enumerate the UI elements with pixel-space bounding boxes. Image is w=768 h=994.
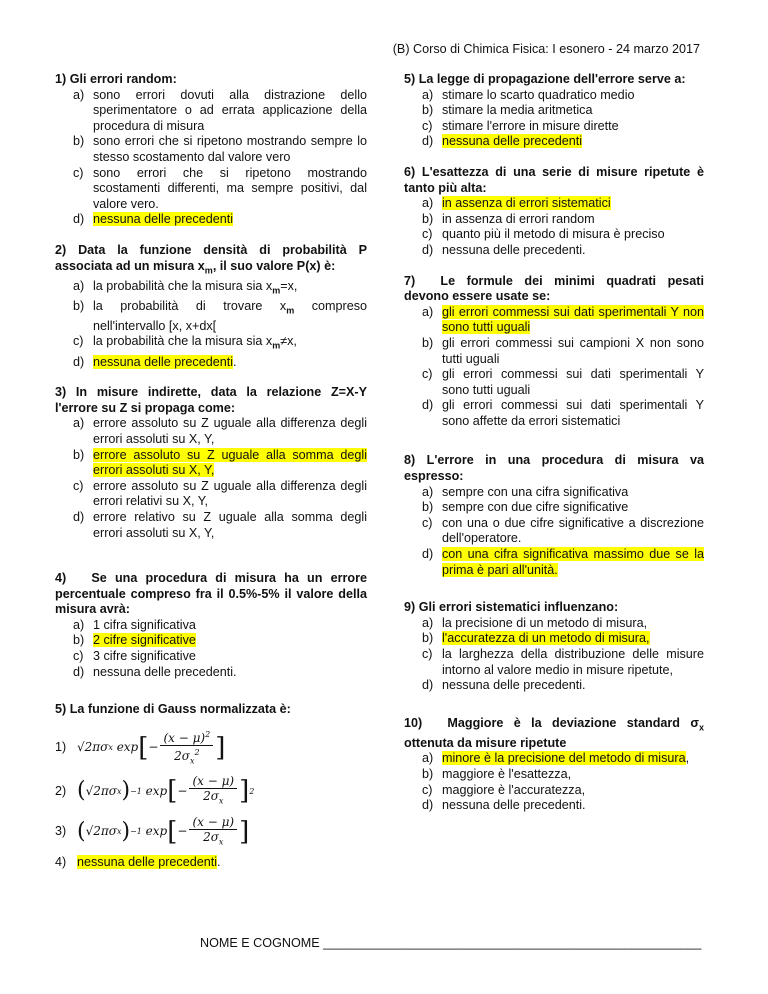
option-a: a) la probabilità che la misura sia $x_m=x$,	[73, 278, 298, 296]
option-b: b) sono errori che si ripetono mostrando sempre lo stesso scostamento dal valore vero	[73, 134, 367, 164]
option-a: a) 1 cifra significativa	[73, 617, 196, 632]
question-title: 6) L'esattezza di una serie di misure ripetute è tanto più alta:	[404, 164, 704, 195]
highlighted-answer: in assenza di errori sistematici	[442, 196, 611, 211]
option-a: a) gli errori commessi sui dati sperimentali Y non sono tutti uguali	[422, 304, 704, 335]
question-title: 7) Le formule dei minimi quadrati pesati devono essere usate se:	[404, 273, 704, 304]
option-a: a) sono errori dovuti alla distrazione dello sperimentatore o ad errata applicazione della procedura di misura	[73, 87, 367, 133]
option-a: a) minore è la precisione del metodo di misura,	[422, 751, 690, 766]
left-column	[55, 72, 367, 886]
option-b: b) in assenza di errori random	[422, 211, 595, 226]
option-d: d) gli errori commessi sui dati sperimentali Y sono affette da errori sistematici	[422, 398, 704, 428]
highlighted-answer: nessuna delle precedenti	[77, 855, 218, 870]
name-field-line: NOME E COGNOME ______________________________________________________	[200, 936, 702, 950]
question-title: 3) In misure indirette, data la relazione Z=X-Y l'errore su Z si propaga come:	[55, 385, 367, 415]
question-3	[55, 385, 367, 541]
option-d: d) nessuna delle precedenti.	[73, 354, 237, 369]
option-b: b) la probabilità di trovare $x_m$ compreso nell'intervallo [x, x+dx[	[73, 298, 368, 333]
page-header: (B) Corso di Chimica Fisica: I esonero - 24 marzo 2017	[392, 42, 700, 56]
option-c: c) stimare l'errore in misure dirette	[422, 118, 619, 133]
highlighted-answer: minore è la precisione del metodo di misura	[442, 751, 686, 766]
question-title: 9) Gli errori sistematici influenzano:	[404, 600, 619, 615]
formula-4: 4) nessuna delle precedenti.	[55, 855, 221, 870]
option-d: d) nessuna delle precedenti.	[422, 798, 586, 813]
option-b: b) 2 cifre significative	[73, 633, 196, 648]
option-c: c) la larghezza della distribuzione delle misure intorno al valore medio in misure ripetute,	[422, 647, 704, 677]
highlighted-answer: con una cifra significativa massimo due se la prima è pari all'unità.	[442, 547, 704, 577]
question-title: 1) Gli errori random:	[55, 72, 177, 86]
highlighted-answer: nessuna delle precedenti	[93, 354, 234, 369]
option-c: c) maggiore è l'accuratezza,	[422, 782, 586, 797]
option-c: c) gli errori commessi sui dati sperimentali Y sono tutti uguali	[422, 367, 704, 397]
option-a: a) errore assoluto su Z uguale alla differenza degli errori assoluti su X, Y,	[73, 416, 367, 446]
formula-3: 3) ( √2πσ x ) −1 exp [ − $\frac{(x - \mu)}{2\sigma_x}$ ]	[55, 815, 367, 849]
option-b: b) gli errori commessi sui campioni X non sono tutti uguali	[422, 335, 704, 366]
option-b: b) sempre con due cifre significative	[422, 500, 629, 515]
gauss-formula-1: √2πσ x exp [ − $\frac{(x - \mu)^2}{2\sigma_x^2}$ ]	[77, 729, 226, 766]
highlighted-answer: 2 cifre significative	[93, 633, 196, 648]
option-b: b) maggiore è l'esattezza,	[422, 767, 572, 782]
question-1	[55, 72, 367, 228]
question-title: 5) La funzione di Gauss normalizzata è:	[55, 702, 291, 717]
highlighted-answer: gli errori commessi sui dati sperimentali Y non sono tutti uguali	[442, 304, 704, 335]
option-d: d) errore relativo su Z uguale alla somma degli errori assoluti su X, Y,	[73, 509, 367, 540]
question-title: 4) Se una procedura di misura ha un errore percentuale compreso fra il 0.5%-5% il valore della misura avrà:	[55, 571, 367, 617]
gauss-formula-3: ( √2πσ x ) −1 exp [ − $\frac{(x - \mu)}{2\sigma_x}$ ]	[77, 814, 250, 847]
highlighted-answer: errore assoluto su Z uguale alla somma degli errori assoluti su X, Y,	[93, 447, 367, 478]
question-title: 8) L'errore in una procedura di misura va espresso:	[404, 453, 704, 484]
option-b: b) errore assoluto su Z uguale alla somma degli errori assoluti su X, Y,	[73, 447, 367, 478]
question-title: 5) La legge di propagazione dell'errore serve a:	[404, 72, 686, 86]
option-b: b) l'accuratezza di un metodo di misura,	[422, 631, 650, 646]
question-5-gauss	[55, 702, 367, 870]
highlighted-answer: nessuna delle precedenti	[93, 212, 234, 227]
question-9	[404, 600, 704, 694]
option-a: a) la precisione di un metodo di misura,	[422, 615, 648, 630]
option-d: d) nessuna delle precedenti.	[73, 664, 237, 679]
option-d: d) nessuna delle precedenti.	[422, 678, 586, 693]
question-title: 10) Maggiore è la deviazione standard $\sigma_x$ ottenuta da misure ripetute	[404, 715, 704, 750]
gauss-formula-2: ( √2πσ x ) −1 exp [ − $\frac{(x - \mu)}{2\sigma_x}$ ] 2	[77, 774, 255, 807]
question-5	[404, 72, 704, 150]
formula-2: 2) ( √2πσ x ) −1 exp [ − $\frac{(x - \mu)}{2\sigma_x}$ ] 2	[55, 774, 367, 808]
highlighted-answer: l'accuratezza di un metodo di misura,	[442, 631, 650, 646]
right-column	[404, 72, 704, 829]
option-c: c) la probabilità che la misura sia $x_m\ne x$,	[73, 334, 297, 351]
question-7	[404, 274, 704, 430]
option-d: d) nessuna delle precedenti	[73, 212, 234, 227]
option-c: c) quanto più il metodo di misura è preciso	[422, 227, 665, 242]
highlighted-answer: nessuna delle precedenti	[442, 134, 583, 149]
question-6	[404, 165, 704, 259]
formula-1: 1) √2πσ x exp [ − $\frac{(x - \mu)^2}{2\sigma_x^2}$ ]	[55, 728, 367, 768]
option-d: d) nessuna delle precedenti	[422, 134, 583, 149]
option-b: b) stimare la media aritmetica	[422, 103, 593, 118]
option-a: a) sempre con una cifra significativa	[422, 484, 629, 499]
option-d: d) nessuna delle precedenti.	[422, 242, 586, 257]
question-10	[404, 716, 704, 814]
option-a: a) stimare lo scarto quadratico medio	[422, 87, 635, 102]
option-c: c) 3 cifre significative	[73, 649, 196, 664]
question-8	[404, 453, 704, 578]
question-4	[55, 571, 367, 680]
question-2	[55, 243, 367, 370]
question-title: 2) Data la funzione densità di probabilità P associata ad un misura $x_m$, il suo valore P(x) è:	[55, 242, 367, 276]
option-c: c) errore assoluto su Z uguale alla differenza degli errori relativi su X, Y,	[73, 478, 367, 509]
option-c: c) sono errori che si ripetono mostrando scostamenti differenti, ma sempre positivi, dal valore vero.	[73, 165, 367, 211]
option-c: c) con una o due cifre significative a discrezione dell'operatore.	[422, 515, 704, 546]
option-d: d) con una cifra significativa massimo due se la prima è pari all'unità.	[422, 547, 704, 577]
option-a: a) in assenza di errori sistematici	[422, 196, 611, 211]
